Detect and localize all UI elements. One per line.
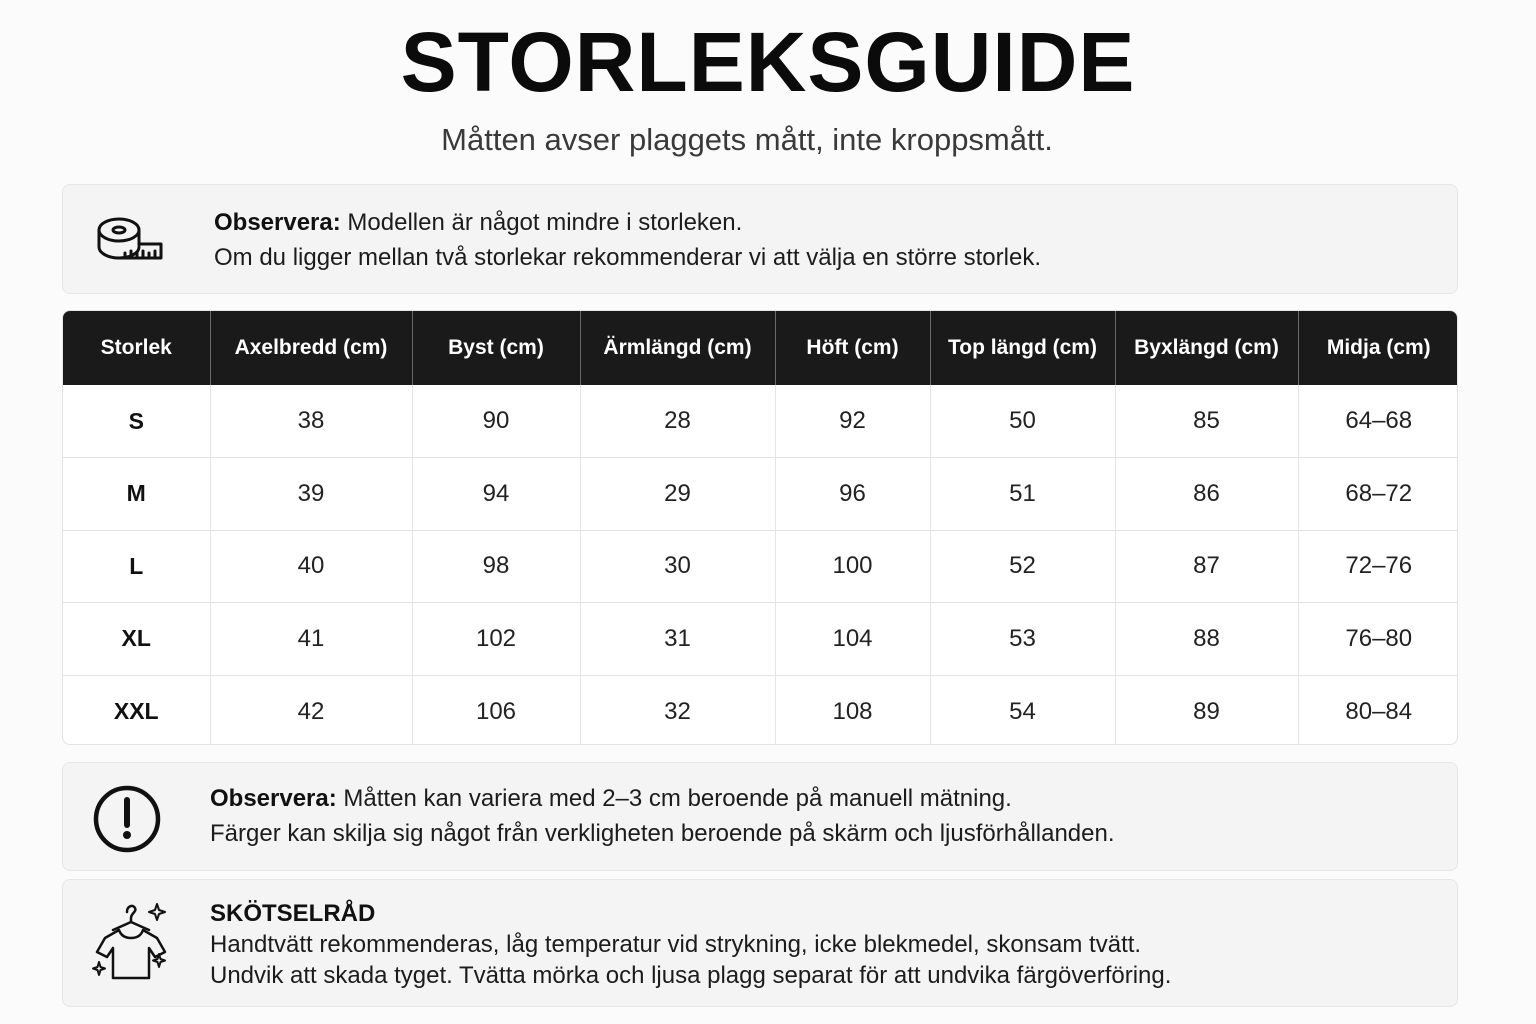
measurement-notice-label: Observera: (210, 785, 337, 812)
care-title: SKÖTSELRÅD (210, 900, 376, 927)
tshirt-hanger-icon (91, 900, 171, 989)
measurement-notice-line1 (210, 781, 1115, 816)
table-cell: 54 (930, 675, 1115, 745)
page-title: STORLEKSGUIDE (400, 15, 1136, 109)
size-table (62, 310, 1458, 745)
table-cell: 96 (775, 458, 930, 531)
size-cell: XL (63, 603, 210, 676)
table-cell: 89 (1115, 675, 1298, 745)
table-cell: 72–76 (1298, 530, 1458, 603)
fit-notice-label: Observera: (214, 209, 341, 236)
table-cell: 102 (412, 603, 580, 676)
fit-notice-line1 (214, 205, 1041, 240)
table-row (63, 530, 1458, 603)
col-header-midja: Midja (cm) (1326, 336, 1431, 359)
table-cell: 52 (930, 530, 1115, 603)
fit-notice-box (62, 184, 1458, 294)
size-cell: XXL (63, 675, 210, 745)
table-cell: 28 (580, 385, 775, 458)
table-cell: 51 (930, 458, 1115, 531)
table-cell: 80–84 (1345, 697, 1413, 725)
table-cell: 86 (1115, 458, 1298, 531)
table-cell: 98 (412, 530, 580, 603)
table-cell: 42 (210, 675, 412, 745)
col-header-armlangd: Ärmlängd (cm) (580, 311, 775, 385)
table-cell: 64–68 (1298, 385, 1458, 458)
col-header-byxlangd: Byxlängd (cm) (1115, 311, 1298, 385)
table-row (63, 675, 1458, 745)
col-header-axelbredd: Axelbredd (cm) (210, 311, 412, 385)
table-cell: 104 (775, 603, 930, 676)
table-row (63, 458, 1458, 531)
size-cell: M (63, 458, 210, 531)
table-cell: 40 (210, 530, 412, 603)
table-cell: 31 (580, 603, 775, 676)
measurement-notice-line2: Färger kan skilja sig något från verkligheten beroende på skärm och ljusförhållanden. (210, 820, 1115, 847)
col-header-byst: Byst (cm) (412, 311, 580, 385)
size-cell: L (63, 530, 210, 603)
table-header-row (63, 311, 1458, 385)
table-cell: 68–72 (1298, 458, 1458, 531)
table-cell: 29 (580, 458, 775, 531)
care-line2: Undvik att skada tyget. Tvätta mörka och ljusa plagg separat för att undvika färgöverföring. (210, 962, 1172, 989)
exclamation-circle-icon (93, 785, 161, 858)
table-cell: 106 (412, 675, 580, 745)
measurement-notice-box (62, 762, 1458, 871)
table-row (63, 603, 1458, 676)
table-cell: 94 (412, 458, 580, 531)
table-row (63, 385, 1458, 458)
col-header-storlek: Storlek (63, 311, 210, 385)
measuring-tape-icon (97, 215, 165, 272)
fit-notice-line2: Om du ligger mellan två storlekar rekommenderar vi att välja en större storlek. (214, 244, 1041, 271)
table-cell: 38 (210, 385, 412, 458)
table-cell: 92 (775, 385, 930, 458)
col-header-top-langd: Top längd (cm) (930, 311, 1115, 385)
table-cell: 90 (412, 385, 580, 458)
fit-notice-text1: Modellen är något mindre i storleken. (347, 209, 743, 236)
table-cell: 100 (775, 530, 930, 603)
table-cell: 85 (1115, 385, 1298, 458)
table-cell: 88 (1115, 603, 1298, 676)
table-cell: 30 (580, 530, 775, 603)
table-cell: 53 (930, 603, 1115, 676)
measurement-notice-text1: Måtten kan variera med 2–3 cm beroende på manuell mätning. (343, 785, 1012, 812)
table-cell: 41 (210, 603, 412, 676)
table-cell: 76–80 (1298, 603, 1458, 676)
table-cell: 108 (775, 675, 930, 745)
care-line1: Handtvätt rekommenderas, låg temperatur vid strykning, icke blekmedel, skonsam tvätt. (210, 931, 1142, 958)
page-subtitle: Måtten avser plaggets mått, inte kroppsmått. (441, 122, 1053, 157)
table-cell: 32 (580, 675, 775, 745)
col-header-hoft: Höft (cm) (775, 311, 930, 385)
size-cell: S (63, 385, 210, 458)
table-cell: 39 (210, 458, 412, 531)
care-instructions-box (62, 879, 1458, 1007)
table-cell: 50 (930, 385, 1115, 458)
table-cell: 87 (1115, 530, 1298, 603)
